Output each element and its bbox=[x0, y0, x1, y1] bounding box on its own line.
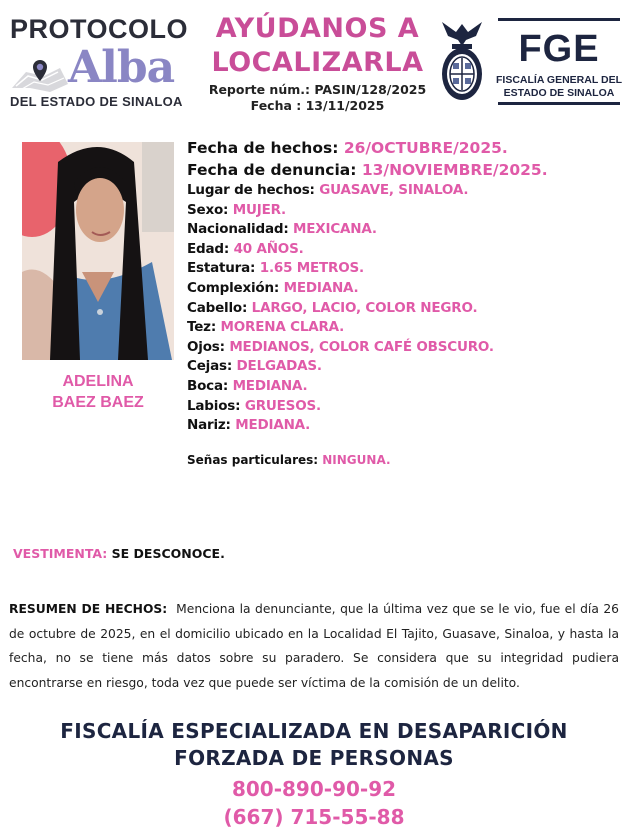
vestimenta-value: SE DESCONOCE. bbox=[111, 546, 225, 561]
detail-sexo: Sexo: MUJER. bbox=[187, 201, 286, 218]
last-names: BAEZ BAEZ bbox=[52, 394, 144, 411]
distinguishing-marks bbox=[187, 453, 391, 467]
detail-cejas: Cejas: DELGADAS. bbox=[187, 358, 322, 375]
fge-bottom-rule bbox=[498, 102, 620, 105]
report-date: Fecha : 13/11/2025 bbox=[250, 98, 385, 113]
detail-fecha-hechos: Fecha de hechos: 26/OCTUBRE/2025. bbox=[187, 139, 508, 157]
fge-name bbox=[494, 74, 624, 100]
detail-complexion: Complexión: MEDIANA. bbox=[187, 279, 359, 296]
resumen-label: RESUMEN DE HECHOS: bbox=[9, 602, 168, 616]
logo-protocolo-text: PROTOCOLO bbox=[10, 14, 189, 44]
clothing bbox=[13, 546, 225, 561]
alert-title-line1: AYÚDANOS A bbox=[215, 13, 420, 44]
fge-logo bbox=[438, 14, 623, 109]
detail-cabello: Cabello: LARGO, LACIO, COLOR NEGRO. bbox=[187, 299, 478, 316]
missing-person-photo bbox=[22, 142, 174, 360]
detail-labios: Labios: GRUESOS. bbox=[187, 397, 321, 414]
detail-edad: Edad: 40 AÑOS. bbox=[187, 240, 304, 257]
fge-top-rule bbox=[498, 18, 620, 21]
vestimenta-label: VESTIMENTA: bbox=[13, 546, 108, 561]
detail-boca: Boca: MEDIANA. bbox=[187, 377, 308, 394]
detail-nariz: Nariz: MEDIANA. bbox=[187, 417, 311, 434]
detail-fecha-denuncia: Fecha de denuncia: 13/NOVIEMBRE/2025. bbox=[187, 161, 548, 179]
case-summary bbox=[9, 597, 619, 695]
fge-acronym: FGE bbox=[518, 28, 600, 70]
detail-estatura: Estatura: 1.65 METROS. bbox=[187, 260, 364, 277]
alert-header bbox=[205, 12, 430, 114]
first-name: ADELINA bbox=[62, 373, 134, 390]
detail-tez: Tez: MORENA CLARA. bbox=[187, 319, 345, 336]
logo-state-text: DEL ESTADO DE SINALOA bbox=[10, 94, 183, 109]
phone-tollfree: 800-890-90-92 bbox=[231, 777, 397, 801]
detail-lugar: Lugar de hechos: GUASAVE, SINALOA. bbox=[187, 182, 469, 198]
agency-name-line2: FORZADA DE PERSONAS bbox=[174, 746, 454, 770]
description-list bbox=[187, 137, 617, 436]
phone-local: (667) 715-55-88 bbox=[223, 805, 405, 829]
report-number: Reporte núm.: PASIN/128/2025 bbox=[208, 82, 427, 97]
resumen-text: Menciona la denunciante, que la última vez que se le vio, fue el día 26 de octubre de 2025, en el domicilio ubicado en la Localidad El Tajito, Guasave, Sinaloa, y hasta la fecha, no se tiene más datos sobre su paradero. Se considera que su integridad pudiera encontrarse en riesgo, toda vez que puede ser víctima de la comisión de un delito. bbox=[9, 602, 619, 690]
alert-title-line2: LOCALIZARLA bbox=[211, 47, 424, 78]
detail-ojos: Ojos: MEDIANOS, COLOR CAFÉ OBSCURO. bbox=[187, 338, 494, 355]
state-seal-icon bbox=[438, 18, 486, 104]
senas-value: NINGUNA. bbox=[322, 453, 391, 467]
fge-name-line2: ESTADO DE SINALOA bbox=[503, 87, 615, 99]
missing-person-name bbox=[22, 371, 174, 413]
fge-name-line1: FISCALÍA GENERAL DEL bbox=[495, 74, 622, 86]
detail-nacionalidad: Nacionalidad: MEXICANA. bbox=[187, 221, 377, 238]
protocolo-alba-logo bbox=[8, 12, 198, 112]
logo-alba-text: Alba bbox=[68, 42, 175, 93]
senas-label: Señas particulares: bbox=[187, 453, 319, 467]
agency-name-line1: FISCALÍA ESPECIALIZADA EN DESAPARICIÓN bbox=[60, 719, 568, 743]
map-pin-icon bbox=[10, 58, 70, 94]
contact-footer bbox=[0, 718, 628, 831]
